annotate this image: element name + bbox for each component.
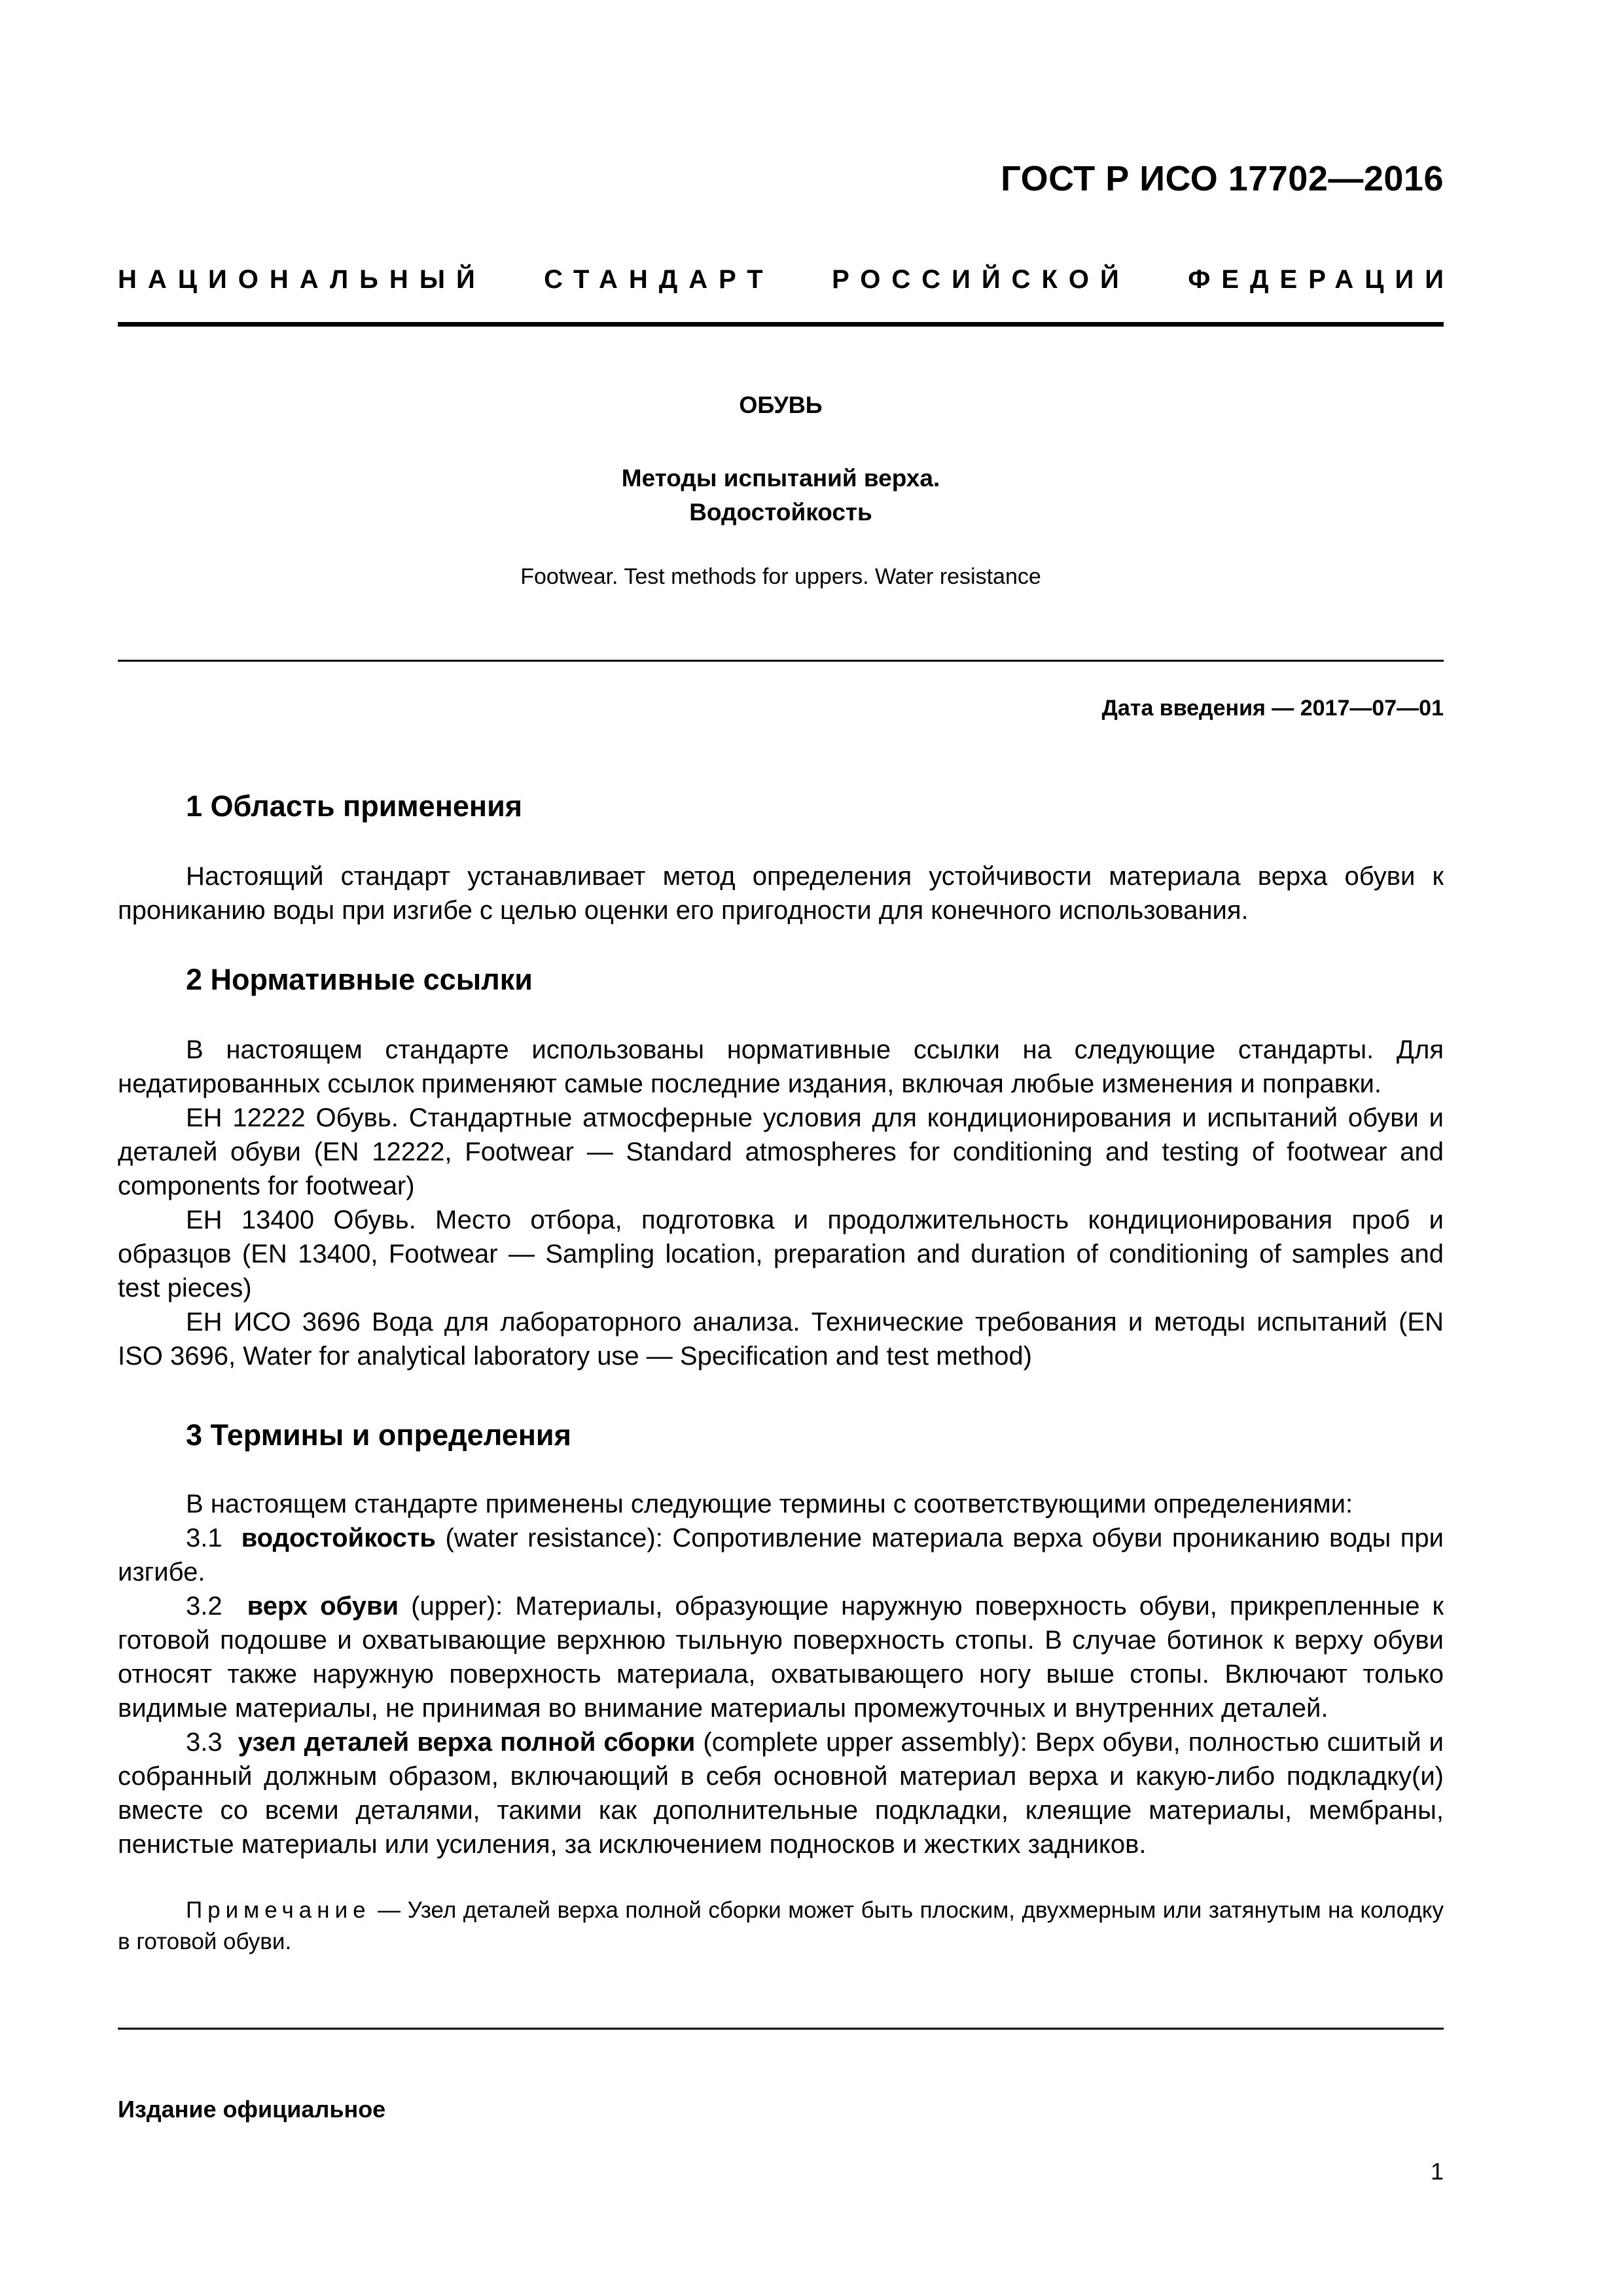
term-name: водостойкость <box>241 1524 437 1552</box>
page-number: 1 <box>1430 2158 1444 2185</box>
note <box>118 1895 1444 1958</box>
note-paragraph <box>118 1895 1444 1958</box>
standard-code: ГОСТ Р ИСО 17702—2016 <box>1001 159 1444 198</box>
english-title: Footwear. Test methods for uppers. Water resistance <box>520 564 1041 589</box>
document-subtitle <box>118 461 1444 529</box>
section-heading: 2 Нормативные ссылки <box>186 963 533 996</box>
standard-word: РОССИЙСКОЙ <box>832 265 1130 294</box>
note-text: — Узел деталей верха полной сборки может быть плоским, двухмерным или затянутым на колодку в готовой обуви. <box>118 1897 1444 1954</box>
reference-item: ЕН 12222 Обувь. Стандартные атмосферные условия для кондиционирования и испытаний обуви и деталей обуви (EN 12222, Footwear — Standard atmospheres for conditioning and testing of footwear and components for footwear) <box>118 1103 1444 1200</box>
term-name: узел деталей верха полной сборки <box>238 1728 696 1757</box>
term-text: (complete upper assembly): Верх обуви, полностью сшитый и собранный должным образом, включающий в себя основной материал верха и какую-либо подкладку(и) вместе со всеми деталями, такими как дополнительные подкладки, клеящие материалы, мембраны, пенистые материалы или усиления, за исключением подносков и жестких задников. <box>118 1728 1444 1859</box>
footer-divider <box>118 2028 1444 2030</box>
term-definition <box>118 1521 1444 1589</box>
reference-item: ЕН 13400 Обувь. Место отбора, подготовка и продолжительность кондиционирования проб и образцов (EN 13400, Footwear — Sampling location, preparation and duration of conditioning of samples and test pieces) <box>118 1206 1444 1302</box>
section-heading: 3 Термины и определения <box>186 1418 571 1452</box>
paragraph: В настоящем стандарте применены следующие термины с соответствующими определениями: <box>186 1490 1353 1518</box>
term-number: 3.2 <box>186 1592 223 1621</box>
note-label: Примечание <box>186 1897 371 1923</box>
term-definition <box>118 1725 1444 1861</box>
standard-word: СТАНДАРТ <box>544 265 774 294</box>
paragraph: В настоящем стандарте использованы нормативные ссылки на следующие стандарты. Для недатированных ссылок применяют самые последние издания, включая любые изменения и поправки. <box>118 1035 1444 1098</box>
term-number: 3.3 <box>186 1728 223 1757</box>
section-body <box>118 1487 1444 1861</box>
title-divider <box>118 660 1444 662</box>
standard-word: ФЕДЕРАЦИИ <box>1188 265 1455 294</box>
term-definition <box>118 1589 1444 1725</box>
edition-label: Издание официальное <box>118 2096 386 2123</box>
term-name: верх обуви <box>247 1592 399 1621</box>
section-heading: 1 Область применения <box>186 789 523 823</box>
header-divider <box>118 322 1444 327</box>
document-title: ОБУВЬ <box>739 391 823 418</box>
paragraph: Настоящий стандарт устанавливает метод определения устойчивости материала верха обуви к прониканию воды при изгибе с целью оценки его пригодности для конечного использования. <box>118 862 1444 925</box>
reference-item: ЕН ИСО 3696 Вода для лабораторного анализа. Технические требования и методы испытаний (EN ISO 3696, Water for analytical laboratory use — Specification and test method) <box>118 1308 1444 1371</box>
standard-type-line <box>118 265 1455 295</box>
term-number: 3.1 <box>186 1524 223 1552</box>
term-text: (upper): Материалы, образующие наружную поверхность обуви, прикрепленные к готовой подошве и охватывающие верхнюю тыльную поверхность стопы. В случае ботинок к верху обуви относят также наружную поверхность материала, охватывающего ногу выше стопы. Включают только видимые материалы, не принимая во внимание материалы промежуточных и внутренних деталей. <box>118 1592 1444 1723</box>
subtitle-line: Методы испытаний верха. <box>621 465 940 492</box>
introduction-date: Дата введения — 2017—07—01 <box>1101 696 1444 721</box>
section-body <box>118 1033 1444 1373</box>
section-body <box>118 859 1444 927</box>
subtitle-line: Водостойкость <box>689 499 872 526</box>
term-text: (water resistance): Сопротивление материала верха обуви прониканию воды при изгибе. <box>118 1524 1444 1587</box>
standard-word: НАЦИОНАЛЬНЫЙ <box>118 265 486 294</box>
